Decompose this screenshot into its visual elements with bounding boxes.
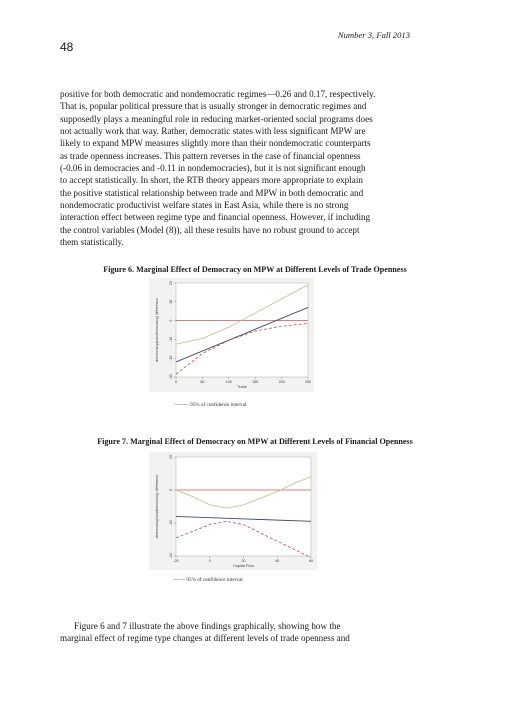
x-tick-label: 250 [305, 380, 311, 384]
figure-7-chart [149, 452, 317, 570]
paragraph-line: the control variables (Model (8)), all these results have no robust ground to accept [60, 224, 360, 235]
body-paragraph-2 [60, 620, 419, 645]
paragraph-line: That is, popular political pressure that is usually stronger in democratic regimes and [60, 101, 367, 112]
x-tick-label: 40 [275, 559, 280, 563]
plot-area [176, 457, 311, 556]
x-tick-label: 150 [252, 380, 259, 384]
y-tick-label: -20 [169, 355, 173, 361]
paragraph-line: the positive statistical relationship between trade and MPW in both democratic and [60, 187, 364, 198]
page-number: 48 [60, 40, 74, 54]
x-tick-label: 50 [200, 380, 205, 384]
paragraph-line: not actually work that way. Rather, democratic states with less significant MPW are [60, 126, 366, 137]
paragraph-line: to accept statistically. In short, the RTB theory appears more appropriate to explain [60, 175, 363, 186]
paragraph-line: supposedly plays a meaningful role in reducing market-oriented social programs does [60, 113, 373, 124]
x-axis-label: Capital Flow [233, 564, 254, 568]
y-tick-label: 0 [169, 319, 173, 322]
paragraph-line: as trade openness increases. This pattern reverses in the case of financial openness [60, 150, 361, 161]
x-tick-label: 200 [278, 380, 285, 384]
paragraph-line: (-0.06 in democracies and -0.11 in nondemocracies), but it is not significant enough [60, 163, 366, 174]
y-tick-label: 20 [169, 281, 173, 285]
y-axis-label: democracy(nondemocracy) difference [155, 474, 159, 539]
figure-7-caption: Figure 7. Marginal Effect of Democracy on MPW at Different Levels of Financial Openness [97, 437, 413, 446]
x-tick-label: 100 [225, 380, 232, 384]
x-tick-label: 20 [241, 559, 246, 563]
y-tick-label: 10 [169, 299, 173, 304]
x-tick-label: -20 [173, 559, 179, 563]
figure-6-caption: Figure 6. Marginal Effect of Democracy on MPW at Different Levels of Trade Openness [103, 265, 407, 274]
paragraph-line: them statistically. [60, 237, 124, 248]
running-header: Number 3, Fall 2013 [337, 30, 410, 40]
y-tick-label: -40 [169, 553, 173, 559]
figure-6-chart [149, 278, 314, 392]
figure-6-note: -------- 95% of confidence interval [175, 402, 247, 408]
paragraph-line: likely to expand MPW measures slightly more than their nondemocratic counterparts [60, 138, 371, 149]
x-tick-label: 0 [208, 559, 211, 563]
y-tick-label: -30 [169, 374, 173, 380]
y-axis-label: democracy(nondemocracy) difference [155, 298, 159, 362]
x-tick-label: 60 [309, 559, 313, 563]
x-tick-label: 0 [175, 380, 177, 384]
paragraph-line: marginal effect of regime type changes at different levels of trade openness and [60, 633, 350, 644]
paragraph-line: nondemocratic productivist welfare states in East Asia, while there is no strong [60, 200, 349, 211]
y-tick-label: -20 [169, 520, 173, 526]
y-tick-label: 0 [169, 489, 173, 491]
y-tick-label: 20 [169, 455, 173, 459]
y-tick-label: -10 [169, 336, 173, 343]
figure-7-note: ------- 95% of confidence interval [173, 577, 243, 583]
paragraph-line: Figure 6 and 7 illustrate the above findings graphically, showing how the [74, 621, 341, 631]
body-paragraph-1 [60, 88, 419, 248]
paragraph-line: interaction effect between regime type and financial openness. However, if including [60, 212, 371, 223]
plot-area [176, 283, 308, 377]
x-axis-label: Trade [237, 385, 247, 389]
paragraph-line: positive for both democratic and nondemocratic regimes—0.26 and 0.17, respectively. [60, 89, 376, 99]
